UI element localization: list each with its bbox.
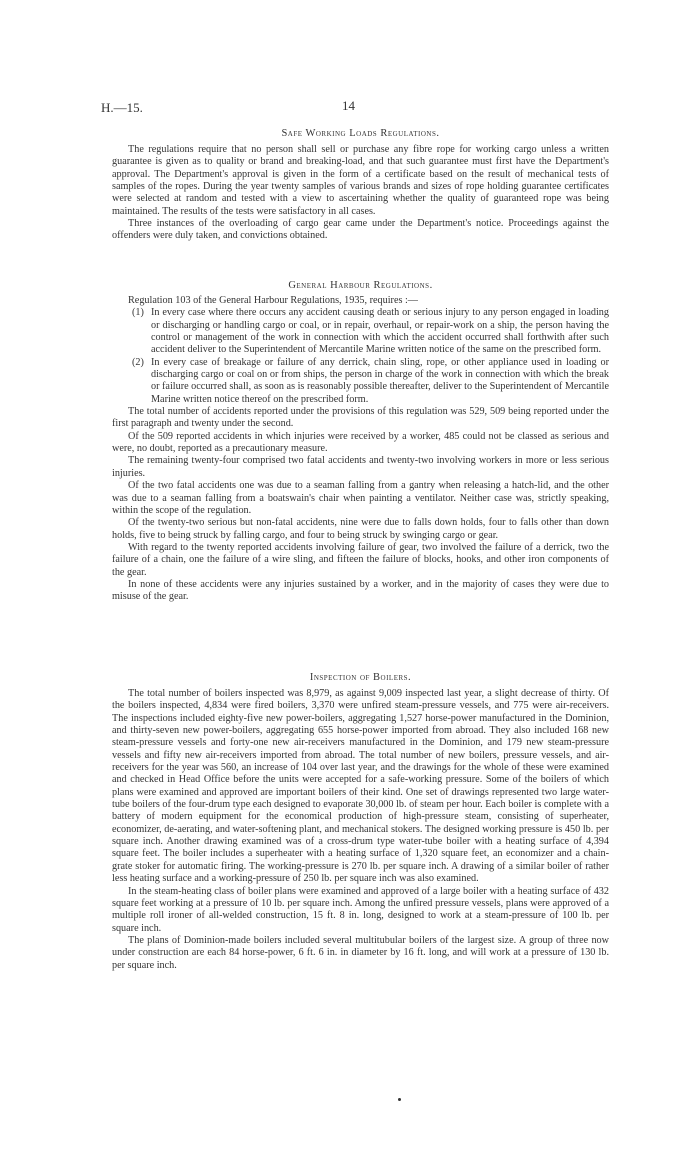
paragraph: The regulations require that no person shall sell or purchase any fibre rope for working cargo unless a written guarantee is given as to quality or brand and breaking-load, and that such guarantee must first have the Department's approval. The Department's approval is given in the form of a certificate based on the result of mechanical tests of samples of the ropes. During the year twenty samples of various brands and sizes of rope holding guarantee certificates were selected at random and tested with a view to ascertaining whether the quality of guaranteed rope was being maintained. The results of the tests were satisfactory in all cases. bbox=[112, 144, 609, 217]
paragraph: The remaining twenty-four comprised two fatal accidents and twenty-two involving workers in more or less serious injuries. bbox=[112, 455, 609, 479]
paragraph: Of the 509 reported accidents in which injuries were received by a worker, 485 could not be classed as serious and were, no doubt, reported as a precautionary measure. bbox=[112, 430, 609, 455]
paragraph: The total number of boilers inspected was 8,979, as against 9,009 inspected last year, a slight decrease of thirty. Of the boilers inspected, 4,834 were fired boilers, 3,370 were unfired steam-pressure vessels, and 775 were air-receivers. The inspections included eighty-five new power-boilers, aggregating 1,527 horse-power manufactured in the Dominion, and thirty-seven new power-boilers, aggregating 655 horse-power imported from abroad. They also included 168 new steam-pressure vessels and forty-one new air-receivers manufactured in the Dominion, and 179 new steam-pressure vessels and fifty new air-receivers imported from abroad. The total number of new boilers, pressure vessels, and air-receivers for the year was 560, an increase of 104 over last year, and the drawings for the whole of these were examined and checked in Head Office before the units were accepted for a safe-working pressure. Some of the boilers of which plans were examined and approved are important boilers of their kind. One set of drawings represented two large water-tube boilers of the four-drum type each designed to evaporate 30,000 lb. of steam per hour. Each boiler is complete with a battery of modern equipment for the economical production of high-pressure steam, consisting of superheater, economizer, de-aerating, and water-softening plant, and mechanical stokers. The designed working pressure is 450 lb. per square inch. Another drawing examined was of a cross-drum type water-tube boiler with a heating surface of 4,394 square feet. The boiler includes a superheater with a heating surface of 1,320 square feet, an economizer and a chain-grate stoker for automatic firing. The working-pressure is 270 lb. per square inch. A drawing of a similar boiler of rather less heating surface and a working-pressure of 250 lb. per square inch was also examined. bbox=[112, 688, 609, 885]
item-number: (2) bbox=[132, 356, 144, 368]
paragraph: In the steam-heating class of boiler plans were examined and approved of a large boiler with a heating surface of 432 square feet working at a pressure of 10 lb. per square inch. Among the unfired pressure vessels, plans were approved of a multiple roll ironer of all-welded construction, 15 ft. 8 in. long, designed to work at a steam-pressure of 100 lb. per square inch. bbox=[112, 885, 609, 934]
item-number: (1) bbox=[132, 307, 144, 319]
regulation-item bbox=[112, 357, 609, 406]
section-safe-working-loads bbox=[112, 128, 609, 243]
parliamentary-paper-code: H.—15. bbox=[101, 100, 143, 115]
paragraph: Of the twenty-two serious but non-fatal accidents, nine were due to falls down holds, four to falls other than down holds, five to being struck by falling cargo, and four to being struck by swinging cargo or gear. bbox=[112, 517, 609, 541]
item-text: In every case of breakage or failure of any derrick, chain sling, rope, or other appliance used in loading or discharging cargo or coal on or from ships, the person in charge of the work in connection with which the break or failure occurred shall, as soon as is reasonably possible thereafter, deliver to the Superintendent of Mercantile Marine written notice thereof on the prescribed form. bbox=[151, 356, 609, 405]
section-general-harbour-regulations bbox=[112, 280, 609, 604]
print-mark bbox=[398, 1098, 401, 1101]
paragraph: Of the two fatal accidents one was due to a seaman falling from a gantry when releasing a hatch-lid, and the other was due to a seaman falling from a boatswain's chair when painting a ventilator. Neither case was, strictly speaking, within the scope of the regulation. bbox=[112, 480, 609, 516]
paragraph: In none of these accidents were any injuries sustained by a worker, and in the majority of cases they were due to misuse of the gear. bbox=[112, 578, 609, 603]
page-number: 14 bbox=[342, 98, 355, 113]
paragraph: The total number of accidents reported under the provisions of this regulation was 529, 509 being reported under the first paragraph and twenty under the second. bbox=[112, 406, 609, 430]
regulation-item bbox=[112, 307, 609, 356]
regulation-intro: Regulation 103 of the General Harbour Regulations, 1935, requires :— bbox=[128, 295, 418, 306]
paragraph: With regard to the twenty reported accidents involving failure of gear, two involved the failure of a derrick, two the failure of a chain, one the failure of a wire sling, and fifteen the failure of blocks, hooks, and other iron components of the gear. bbox=[112, 541, 609, 578]
paragraph: Three instances of the overloading of cargo gear came under the Department's notice. Proceedings against the offenders were duly taken, and convictions obtained. bbox=[112, 218, 609, 242]
section-heading: Safe Working Loads Regulations. bbox=[281, 128, 440, 139]
section-heading: General Harbour Regulations. bbox=[288, 280, 433, 291]
section-heading: Inspection of Boilers. bbox=[309, 672, 412, 683]
paragraph: The plans of Dominion-made boilers included several multitubular boilers of the largest size. A group of three now under construction are each 84 horse-power, 6 ft. 6 in. in diameter by 16 ft. long, and will work at a pressure of 130 lb. per square inch. bbox=[112, 934, 609, 971]
item-text: In every case where there occurs any accident causing death or serious injury to any person engaged in loading or discharging or handling cargo or coal, or in repair, overhaul, or repair-work on a ship, the person having the control or management of the work in connection with which the accident occurred shall forthwith after such accident deliver to the Superintendent of Mercantile Marine written notice of the same on the prescribed form. bbox=[151, 307, 609, 356]
section-inspection-of-boilers bbox=[112, 672, 609, 972]
